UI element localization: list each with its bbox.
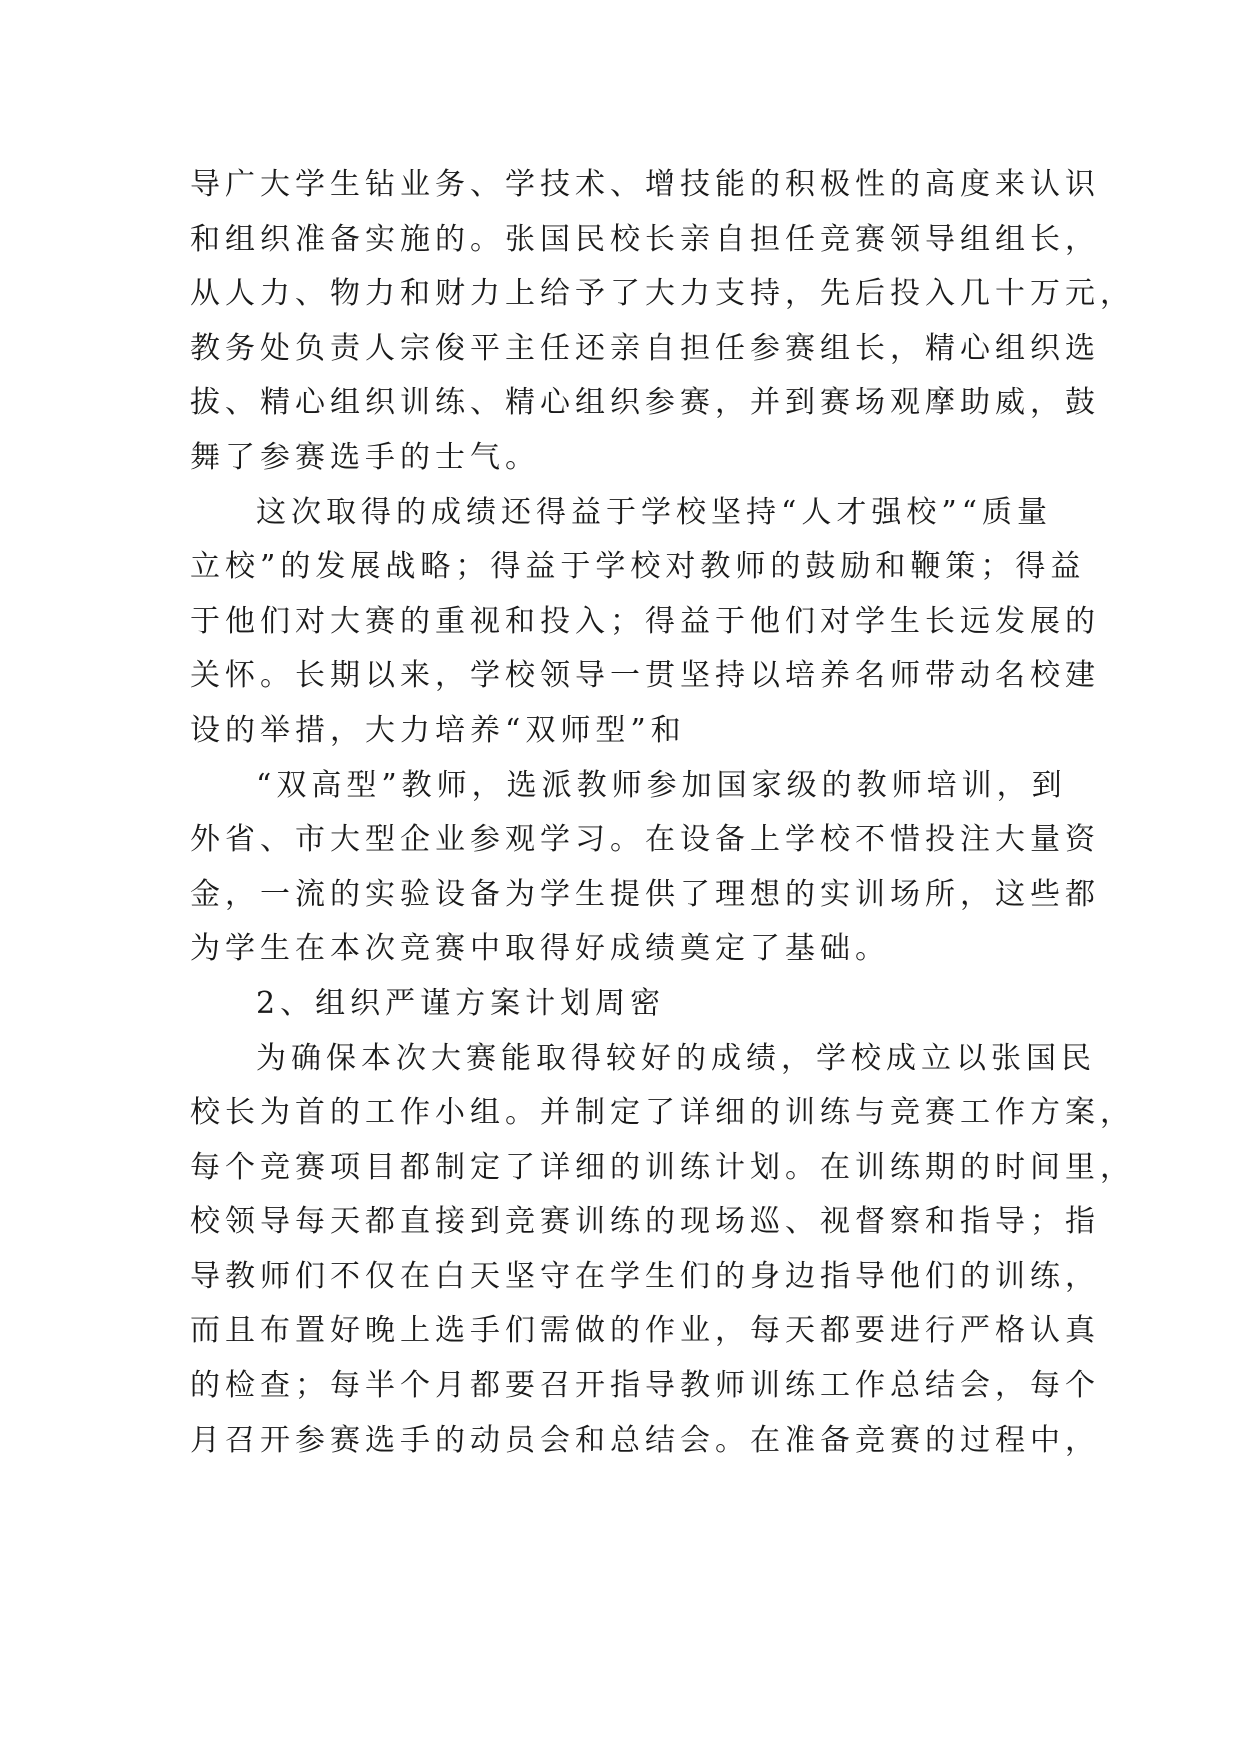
section-heading: 2、组织严谨方案计划周密 <box>256 985 666 1021</box>
text-line: 从人力、物力和财力上给予了大力支持，先后投入几十万元， <box>190 276 1135 312</box>
text-line: 立校”的发展战略；得益于学校对教师的鼓励和鞭策；得益 <box>190 549 1086 585</box>
text-line: 于他们对大赛的重视和投入；得益于他们对学生长远发展的 <box>190 603 1100 639</box>
text-line: 金，一流的实验设备为学生提供了理想的实训场所，这些都 <box>190 876 1100 912</box>
paragraph-start-line: “双高型”教师，选派教师参加国家级的教师培训，到 <box>256 767 1067 803</box>
text-line: 教务处负责人宗俊平主任还亲自担任参赛组长，精心组织选 <box>190 330 1100 366</box>
text-line: 的检查；每半个月都要召开指导教师训练工作总结会，每个 <box>190 1368 1100 1404</box>
text-line: 校长为首的工作小组。并制定了详细的训练与竞赛工作方案， <box>190 1095 1135 1131</box>
text-line: 校领导每天都直接到竞赛训练的现场巡、视督察和指导；指 <box>190 1204 1100 1240</box>
text-line: 为学生在本次竞赛中取得好成绩奠定了基础。 <box>190 931 890 967</box>
text-line: 设的举措，大力培养“双师型”和 <box>190 712 686 748</box>
text-line: 导教师们不仅在白天坚守在学生们的身边指导他们的训练， <box>190 1258 1100 1294</box>
paragraph-start-line: 为确保本次大赛能取得较好的成绩，学校成立以张国民 <box>256 1040 1096 1076</box>
text-line: 舞了参赛选手的士气。 <box>190 439 540 475</box>
text-line: 拔、精心组织训练、精心组织参赛，并到赛场观摩助威，鼓 <box>190 385 1100 421</box>
paragraph-start-line: 这次取得的成绩还得益于学校坚持“人才强校”“质量 <box>256 494 1053 530</box>
body-text <box>190 158 1135 1468</box>
text-line: 月召开参赛选手的动员会和总结会。在准备竞赛的过程中， <box>190 1422 1100 1458</box>
text-line: 和组织准备实施的。张国民校长亲自担任竞赛领导组组长， <box>190 221 1100 257</box>
text-line: 导广大学生钻业务、学技术、增技能的积极性的高度来认识 <box>190 167 1100 202</box>
text-line: 外省、市大型企业参观学习。在设备上学校不惜投注大量资 <box>190 822 1100 858</box>
text-line: 关怀。长期以来，学校领导一贯坚持以培养名师带动名校建 <box>190 658 1100 694</box>
text-line: 每个竞赛项目都制定了详细的训练计划。在训练期的时间里， <box>190 1149 1135 1185</box>
text-line: 而且布置好晚上选手们需做的作业，每天都要进行严格认真 <box>190 1313 1100 1349</box>
